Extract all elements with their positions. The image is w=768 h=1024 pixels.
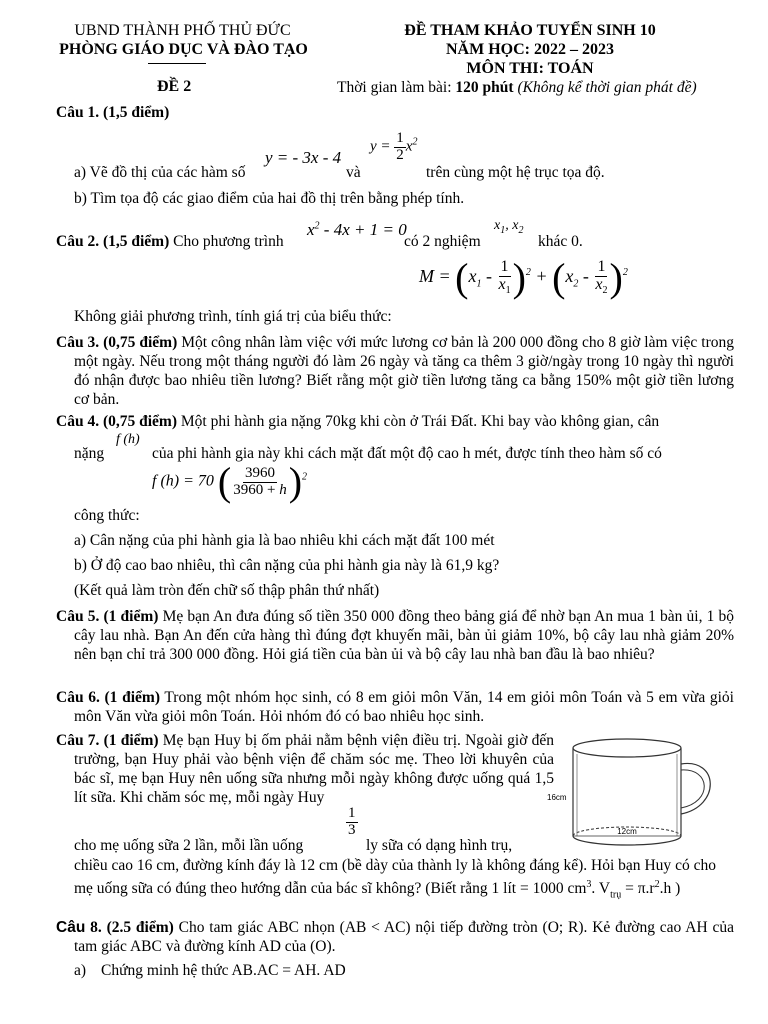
q4-line1: Câu 4. (0,75 điểm) Một phi hành gia nặng 70kg khi còn ở Trái Đất. Khi bay vào không gian, cân [56,413,660,430]
q2-text2: có 2 nghiệm [404,233,481,250]
exam-number: ĐỀ 2 [157,78,192,95]
department-name: UBND THÀNH PHỐ THỦ ĐỨC [74,22,291,39]
q7-text2a: cho mẹ uống sữa 2 lần, mỗi lần uống [74,837,304,854]
exam-title: ĐỀ THAM KHẢO TUYỂN SINH 10 [404,22,656,39]
q1-a-suffix: trên cùng một hệ trục tọa độ. [426,164,605,181]
cup-height-label: 16cm [547,793,567,802]
subject: MÔN THI: TOÁN [466,60,594,77]
school-year: NĂM HỌC: 2022 – 2023 [446,41,614,58]
q8-a-label: a) [74,962,87,979]
q1-a-and: và [346,164,361,181]
q8-paragraph: Câu 8. (2.5 điểm) Cho tam giác ABC nhọn (AB < AC) nội tiếp đường tròn (O; R). Kẻ đường cao AH của tam giác ABC và đường kính AD của (O). [56,919,734,955]
q1-title: Câu 1. (1,5 điểm) [56,104,170,121]
q4-formula: f (h) = 70 ( $\frac{3960}{3960 + h}$ )$^2$ [152,459,308,504]
q3-paragraph: Câu 3. (0,75 điểm) Một công nhân làm việc với mức lương cơ bản là 200 000 đồng cho 8 giờ làm việc trong một ngày. Nếu trong một tháng người đó làm 26 ngày và tăng ca thêm 3 giờ/ngày trong 10 ngày thì người đó nhận được bao nhiêu tiền lương? Biết rằng một giờ tiền lương tăng ca bằng 150% một giờ tiền lương cơ bản. [56,334,734,408]
q2-roots: $x_1$, $x_2$ [494,218,524,236]
q7-text2b: ly sữa có dạng hình trụ, [366,837,513,854]
q5-paragraph: Câu 5. (1 điểm) Mẹ bạn An đưa đúng số tiền 350 000 đồng theo bảng giá để nhờ bạn An mua 1 bàn ủi, 1 bộ cây lau nhà. Bạn An đến cửa hàng thì đúng đợt khuyến mãi, bàn ủi giảm 10%, bộ cây lau nhà giảm 20% nên bạn chỉ trả 300 000 đồng. Hỏi giá tiền của bàn ủi và bộ cây lau nhà ban đầu là bao nhiêu? [56,608,734,663]
q7-text3: chiều cao 16 cm, đường kính đáy là 12 cm (bề dày của thành ly là không đáng kể). Hỏi bạn Huy có cho mẹ uống sữa có đúng theo hướng dẫn của bác sĩ không? (Biết rằng 1 lít = 1000 $cm^3$. $V_{trụ} = \pi.r^2.h$ ) [74,857,716,901]
q4-fh: f (h) [116,432,140,447]
q1-function-parabola: y = $\frac{1}{2}$ $x^2$ [370,130,418,163]
q2-expression: $M = (x_1$ - $\frac{1}{x_1}$ )$^2 + (x_2$ - $\frac{1}{x_2}$ )$^2$ [419,255,628,300]
cup-figure [543,728,733,854]
cup-diameter-label: 12cm [617,827,637,836]
q7-fraction: $\frac{1}{3}$ [348,805,356,838]
q2-line1: Câu 2. (1,5 điểm) Cho phương trình [56,233,284,250]
q1-b: b) Tìm tọa độ các giao điểm của hai đồ thị trên bằng phép tính. [74,190,465,207]
q6-paragraph: Câu 6. (1 điểm) Trong một nhóm học sinh, có 8 em giỏi môn Văn, 14 em giỏi môn Toán và 5 em vừa giỏi môn Văn vừa giỏi môn Toán. Hỏi nhóm đó có bao nhiêu học sinh. [56,689,734,725]
q8-a: Chứng minh hệ thức AB.AC = AH. AD [101,962,346,979]
q2-text4: Không giải phương trình, tính giá trị của biểu thức: [74,308,392,325]
q4-text3: công thức: [74,507,140,524]
q4-a: a) Cân nặng của phi hành gia là bao nhiêu khi cách mặt đất 100 mét [74,532,495,549]
q1-function-linear: y = - 3x - 4 [265,148,342,167]
header-divider [148,63,206,64]
q4-text2a: nặng [74,445,105,462]
q2-equation: $x^2 - 4x + 1 = 0$ [307,220,407,239]
exam-time: Thời gian làm bài: 120 phút (Không kể thời gian phát đề) [337,79,697,96]
q1-a-prefix: a) Vẽ đồ thị của các hàm số [74,164,246,181]
q4-b: b) Ở độ cao bao nhiêu, thì cân nặng của phi hành gia này là 61,9 kg? [74,557,500,574]
office-name: PHÒNG GIÁO DỤC VÀ ĐÀO TẠO [59,41,308,58]
q2-text3: khác 0. [538,233,583,250]
q4-note: (Kết quả làm tròn đến chữ số thập phân thứ nhất) [74,582,380,599]
q4-text2b: của phi hành gia này khi cách mặt đất một độ cao h mét, được tính theo hàm số có [152,445,662,462]
q7-paragraph: Câu 7. (1 điểm) Mẹ bạn Huy bị ốm phải nằm bệnh viện điều trị. Ngoài giờ đến trường, bạn Huy phải vào bệnh viện để chăm sóc mẹ. Theo lời khuyên của bác sĩ, mẹ bạn Huy nên uống sữa nhưng mỗi ngày không được uống quá 1,5 lít sữa. Khi chăm sóc mẹ, mỗi ngày Huy [56,732,554,806]
